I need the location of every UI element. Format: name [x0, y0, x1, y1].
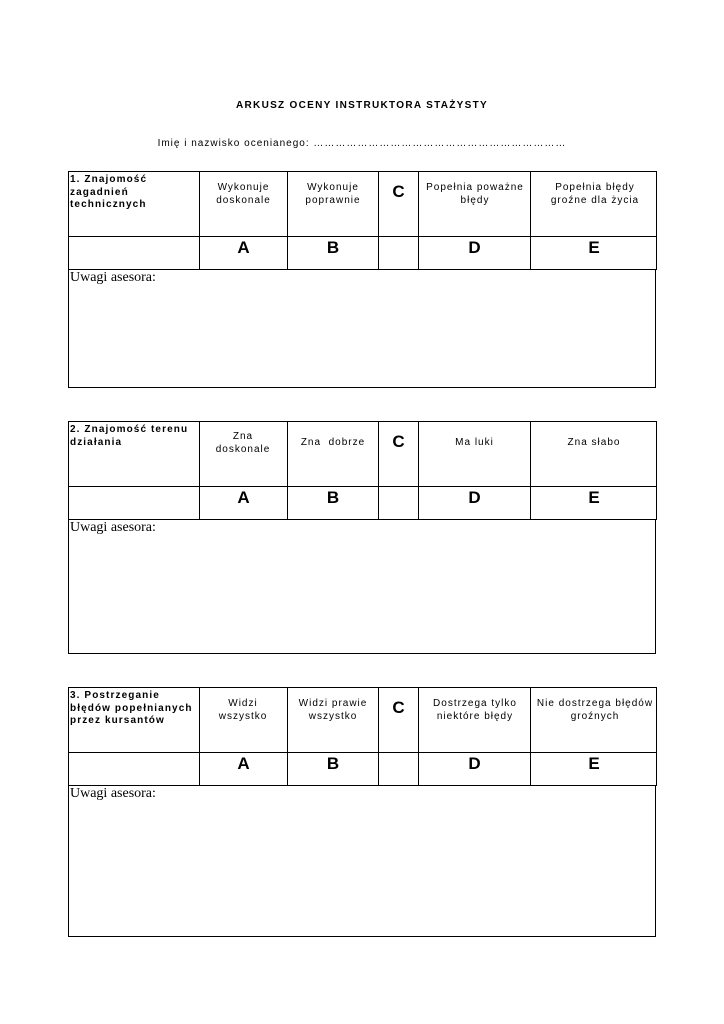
grading-table	[68, 171, 657, 270]
level-b-description: Zna dobrze	[300, 437, 366, 448]
criterion-label: 1. Znajomość zagadnień technicznych	[70, 174, 148, 210]
criterion-label: 2. Znajomość terenu działania	[70, 424, 189, 448]
grade-a: A	[237, 754, 250, 773]
grade-a: A	[237, 488, 250, 507]
grade-d: D	[468, 754, 481, 773]
grade-b: B	[326, 488, 340, 507]
assessment-section-2	[68, 421, 658, 654]
assessor-remarks-label: Uwagi asesora:	[70, 786, 156, 801]
assessor-remarks-box[interactable]	[68, 519, 656, 654]
grade-e: E	[588, 488, 600, 507]
level-b-description: Widzi prawie wszystko	[298, 698, 368, 722]
level-d-description: Ma luki	[455, 437, 494, 448]
criterion-label: 3. Postrzeganie błędów popełnianych przez kursantów	[70, 690, 193, 726]
assessor-remarks-label: Uwagi asesora:	[70, 520, 156, 535]
grade-d: D	[468, 238, 481, 257]
level-c-label: C	[392, 432, 405, 451]
level-d-description: Dostrzega tylko niektóre błędy	[433, 698, 517, 722]
grade-e: E	[588, 238, 600, 257]
level-a-description: Wykonuje doskonale	[216, 182, 271, 206]
grading-table	[68, 421, 657, 520]
level-c-label: C	[392, 182, 405, 201]
level-a-description: Widzi wszystko	[218, 698, 268, 722]
grade-a: A	[237, 238, 250, 257]
level-c-label: C	[392, 698, 405, 717]
level-a-description: Zna doskonale	[215, 431, 271, 455]
evaluee-name-line: Imię i nazwisko ocenianego: ……………………………………………………………	[157, 138, 567, 149]
grade-e: E	[588, 754, 600, 773]
assessor-remarks-box[interactable]	[68, 269, 656, 388]
grade-b: B	[326, 238, 340, 257]
level-d-description: Popełnia poważne błędy	[426, 182, 524, 206]
grade-b: B	[326, 754, 340, 773]
assessor-remarks-label: Uwagi asesora:	[70, 270, 156, 285]
assessor-remarks-box[interactable]	[68, 785, 656, 937]
document-title: ARKUSZ OCENY INSTRUKTORA STAŻYSTY	[236, 100, 488, 111]
grading-table	[68, 687, 657, 786]
level-b-description: Wykonuje poprawnie	[305, 182, 361, 206]
level-e-description: Zna słabo	[567, 437, 621, 448]
assessment-section-1	[68, 171, 658, 388]
assessment-section-3	[68, 687, 658, 937]
level-e-description: Nie dostrzega błędów groźnych	[536, 698, 654, 722]
level-e-description: Popełnia błędy groźne dla życia	[550, 182, 640, 206]
grade-d: D	[468, 488, 481, 507]
